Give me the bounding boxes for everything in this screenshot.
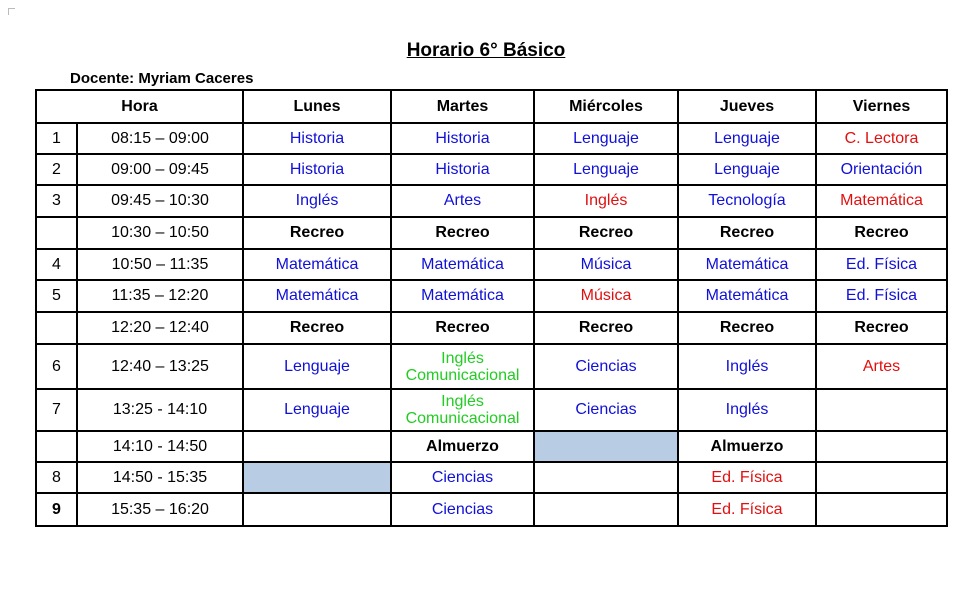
- subject-cell: Matemática: [678, 249, 816, 280]
- subject-cell: Matemática: [243, 249, 391, 280]
- header-day: Miércoles: [534, 90, 678, 123]
- subject-cell: Tecnología: [678, 185, 816, 217]
- subject-cell: Lenguaje: [243, 389, 391, 431]
- subject-cell: Ciencias: [391, 462, 534, 493]
- subject-cell: Lenguaje: [243, 344, 391, 389]
- header-hora: Hora: [36, 90, 243, 123]
- empty-cell: [534, 493, 678, 526]
- subject-cell: Inglés: [534, 185, 678, 217]
- subject-cell: Música: [534, 249, 678, 280]
- empty-cell: [243, 493, 391, 526]
- schedule-row: [36, 123, 947, 154]
- subject-cell: Recreo: [534, 217, 678, 249]
- period-time: 12:40 – 13:25: [77, 344, 243, 389]
- teacher-name: Docente: Myriam Caceres: [70, 70, 254, 87]
- schedule-row: [36, 312, 947, 344]
- header-row: [36, 90, 947, 123]
- subject-cell: Recreo: [243, 217, 391, 249]
- subject-cell: Almuerzo: [391, 431, 534, 462]
- subject-cell: Recreo: [391, 312, 534, 344]
- header-day: Martes: [391, 90, 534, 123]
- subject-cell: Historia: [243, 123, 391, 154]
- subject-cell: Recreo: [678, 217, 816, 249]
- subject-cell: Historia: [243, 154, 391, 185]
- empty-cell: [534, 462, 678, 493]
- subject-cell: Lenguaje: [534, 154, 678, 185]
- period-number: [36, 312, 77, 344]
- subject-cell: Ed. Física: [678, 493, 816, 526]
- subject-cell: Inglés: [243, 185, 391, 217]
- subject-line: Comunicacional: [405, 366, 520, 384]
- subject-line: Comunicacional: [405, 410, 520, 427]
- subject-cell: Inglés: [678, 344, 816, 389]
- subject-cell: Lenguaje: [534, 123, 678, 154]
- schedule-row: [36, 217, 947, 249]
- subject-cell: [391, 344, 534, 389]
- subject-cell: Recreo: [816, 217, 947, 249]
- empty-cell: [534, 431, 678, 462]
- subject-line: Inglés: [441, 393, 484, 410]
- period-time: 08:15 – 09:00: [77, 123, 243, 154]
- period-time: 15:35 – 16:20: [77, 493, 243, 526]
- subject-cell: Artes: [391, 185, 534, 217]
- subject-cell: Orientación: [816, 154, 947, 185]
- subject-cell: Música: [534, 280, 678, 312]
- subject-cell: Inglés: [678, 389, 816, 431]
- subject-cell: Recreo: [534, 312, 678, 344]
- period-number: 4: [36, 249, 77, 280]
- period-time: 12:20 – 12:40: [77, 312, 243, 344]
- subject-cell: Artes: [816, 344, 947, 389]
- empty-cell: [243, 431, 391, 462]
- subject-line: Inglés: [441, 349, 484, 367]
- period-time: 11:35 – 12:20: [77, 280, 243, 312]
- subject-cell: Ed. Física: [816, 249, 947, 280]
- subject-cell: Lenguaje: [678, 123, 816, 154]
- schedule-row: [36, 344, 947, 389]
- schedule-table: [35, 89, 948, 527]
- empty-cell: [816, 389, 947, 431]
- period-number: 8: [36, 462, 77, 493]
- subject-cell: Matemática: [391, 280, 534, 312]
- period-time: 10:30 – 10:50: [77, 217, 243, 249]
- period-time: 13:25 - 14:10: [77, 389, 243, 431]
- subject-cell: Recreo: [391, 217, 534, 249]
- subject-cell: [391, 389, 534, 431]
- schedule-row: [36, 280, 947, 312]
- schedule-row: [36, 431, 947, 462]
- subject-cell: Ciencias: [391, 493, 534, 526]
- page-title: Horario 6° Básico: [406, 40, 566, 61]
- subject-cell: Matemática: [678, 280, 816, 312]
- subject-cell: Ciencias: [534, 344, 678, 389]
- subject-cell: Matemática: [816, 185, 947, 217]
- subject-cell: Lenguaje: [678, 154, 816, 185]
- empty-cell: [243, 462, 391, 493]
- subject-cell: Ciencias: [534, 389, 678, 431]
- header-day: Lunes: [243, 90, 391, 123]
- subject-cell: Almuerzo: [678, 431, 816, 462]
- period-number: 3: [36, 185, 77, 217]
- schedule-row: [36, 185, 947, 217]
- period-number: 5: [36, 280, 77, 312]
- subject-cell: Ed. Física: [678, 462, 816, 493]
- period-time: 09:00 – 09:45: [77, 154, 243, 185]
- subject-cell: C. Lectora: [816, 123, 947, 154]
- schedule-row: [36, 389, 947, 431]
- subject-cell: Matemática: [391, 249, 534, 280]
- subject-cell: Ed. Física: [816, 280, 947, 312]
- subject-cell: Recreo: [816, 312, 947, 344]
- period-number: 9: [36, 493, 77, 526]
- schedule-row: [36, 493, 947, 526]
- empty-cell: [816, 462, 947, 493]
- subject-cell: Recreo: [678, 312, 816, 344]
- schedule-row: [36, 154, 947, 185]
- subject-cell: Historia: [391, 154, 534, 185]
- period-number: 6: [36, 344, 77, 389]
- period-time: 14:10 - 14:50: [77, 431, 243, 462]
- empty-cell: [816, 431, 947, 462]
- subject-cell: Matemática: [243, 280, 391, 312]
- subject-cell: Recreo: [243, 312, 391, 344]
- schedule-row: [36, 249, 947, 280]
- header-day: Jueves: [678, 90, 816, 123]
- subject-cell: Historia: [391, 123, 534, 154]
- period-time: 14:50 - 15:35: [77, 462, 243, 493]
- period-number: [36, 217, 77, 249]
- period-number: [36, 431, 77, 462]
- period-number: 1: [36, 123, 77, 154]
- page-corner-mark: [8, 8, 15, 15]
- empty-cell: [816, 493, 947, 526]
- period-time: 10:50 – 11:35: [77, 249, 243, 280]
- period-number: 2: [36, 154, 77, 185]
- period-number: 7: [36, 389, 77, 431]
- schedule-row: [36, 462, 947, 493]
- period-time: 09:45 – 10:30: [77, 185, 243, 217]
- header-day: Viernes: [816, 90, 947, 123]
